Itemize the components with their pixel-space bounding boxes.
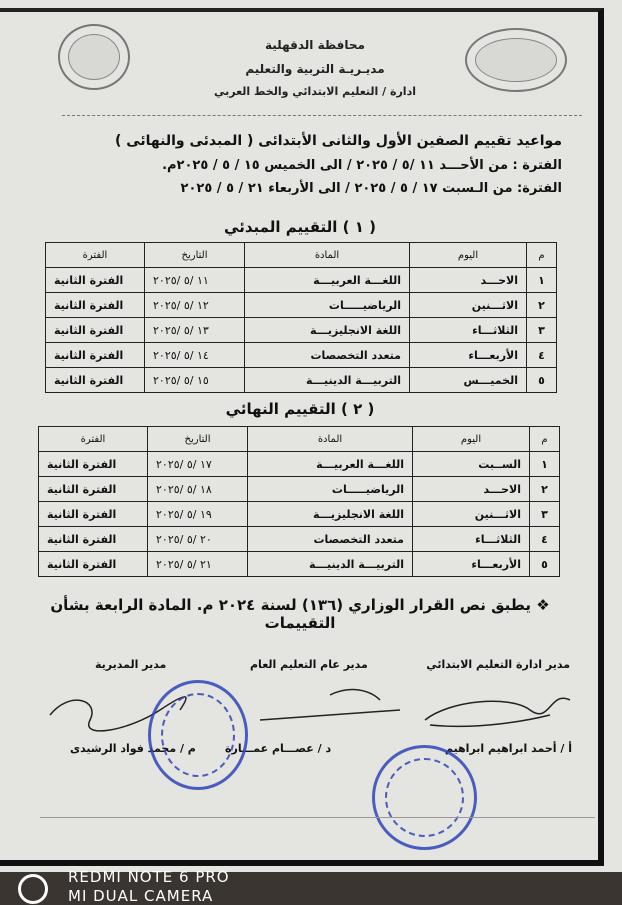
signature-name-2: د / عصـــام عمـــارة: [225, 742, 332, 755]
cell: اللغـــة العربيـــة: [248, 452, 413, 477]
cell: ٤: [527, 343, 557, 368]
governorate: محافظة الدقهلية: [265, 38, 365, 52]
cell: التربيـــة الدينيـــة: [245, 368, 410, 393]
directorate-logo: [58, 24, 130, 90]
cell: اللغة الانجليزيـــة: [245, 318, 410, 343]
cell: الفترة الثانية: [46, 318, 145, 343]
table-row: [39, 477, 560, 502]
cell: اللغة الانجليزيـــة: [248, 502, 413, 527]
header-row: [39, 427, 560, 452]
signature-role-2: مدير عام التعليم العام: [250, 658, 368, 671]
table-row: [46, 293, 557, 318]
cell: الرياضيـــــات: [245, 293, 410, 318]
handwritten-signatures: [30, 680, 590, 740]
official-stamp-right: [372, 745, 477, 850]
cell: الخميـــس: [410, 368, 527, 393]
table-row: [39, 502, 560, 527]
column-header: الفترة: [46, 243, 145, 268]
cell: ٥: [527, 368, 557, 393]
initial-assessment-table: [45, 242, 557, 393]
table2-title: ( ٢ ) التقييم النهائي: [225, 400, 375, 418]
header-row: [46, 243, 557, 268]
column-header: اليوم: [413, 427, 530, 452]
cell: ٣: [527, 318, 557, 343]
cell: ٣: [530, 502, 560, 527]
cell: ١٥ /٥ /٢٠٢٥: [145, 368, 245, 393]
cell: ٢: [530, 477, 560, 502]
cell: الثلاثـــاء: [410, 318, 527, 343]
cell: الثلاثـــاء: [413, 527, 530, 552]
column-header: التاريخ: [148, 427, 248, 452]
cell: الاحـــد: [413, 477, 530, 502]
cell: الفترة الثانية: [46, 343, 145, 368]
camera-watermark-line2: MI DUAL CAMERA: [68, 887, 214, 905]
cell: الأربعـــاء: [410, 343, 527, 368]
period-2: الفترة: من الـسبت ١٧ / ٥ / ٢٠٢٥ / الى الأربعاء ٢١ / ٥ / ٢٠٢٥: [180, 181, 562, 196]
cell: الفترة الثانية: [39, 502, 148, 527]
directorate: مديـريـة التربية والتعليم: [245, 62, 385, 76]
cell: الفترة الثانية: [46, 293, 145, 318]
signature-role-1: مدير ادارة التعليم الابتدائي: [426, 658, 570, 671]
table-row: [39, 452, 560, 477]
cell: التربيـــة الدينيـــة: [248, 552, 413, 577]
ministry-logo: [465, 28, 567, 92]
period-1: الفترة : من الأحـــد ١١ /٥ / ٢٠٢٥ / الى الخميس ١٥ / ٥ / ٢٠٢٥م.: [162, 158, 562, 173]
final-assessment-table: [38, 426, 560, 577]
cell: الأربعـــاء: [413, 552, 530, 577]
cell: ١٣ /٥ /٢٠٢٥: [145, 318, 245, 343]
ministerial-decree-note: ❖ يطبق نص القرار الوزاري (١٣٦) لسنة ٢٠٢٤ م. المادة الرابعة بشأن التقييمات: [50, 596, 550, 632]
cell: الاثـــنين: [413, 502, 530, 527]
table-row: [46, 368, 557, 393]
department: ادارة / التعليم الابتدائي والخط العربي: [213, 85, 416, 98]
cell: ١٧ /٥ /٢٠٢٥: [148, 452, 248, 477]
cell: الاحـــد: [410, 268, 527, 293]
table-row: [39, 552, 560, 577]
table1-title: ( ١ ) التقييم المبدئي: [224, 218, 376, 236]
cell: الفترة الثانية: [46, 268, 145, 293]
cell: الفترة الثانية: [39, 477, 148, 502]
document-title: مواعيد تقييم الصفين الأول والثانى الأبتدائى ( المبدئى والنهائى ): [114, 133, 562, 149]
cell: ١٤ /٥ /٢٠٢٥: [145, 343, 245, 368]
cell: ٤: [530, 527, 560, 552]
table-row: [39, 527, 560, 552]
cell: ٢: [527, 293, 557, 318]
signature-name-3: م / محمد فواد الرشيدى: [70, 742, 196, 755]
cell: ١٢ /٥ /٢٠٢٥: [145, 293, 245, 318]
cell: اللغـــة العربيـــة: [245, 268, 410, 293]
cell: ١٨ /٥ /٢٠٢٥: [148, 477, 248, 502]
cell: الرياضيـــــات: [248, 477, 413, 502]
cell: ٢١ /٥ /٢٠٢٥: [148, 552, 248, 577]
cell: الفترة الثانية: [39, 452, 148, 477]
signature-name-1: أ / أحمد ابراهيم ابراهيم: [444, 742, 572, 755]
table-row: [46, 343, 557, 368]
cell: ٢٠ /٥ /٢٠٢٥: [148, 527, 248, 552]
cell: ١١ /٥ /٢٠٢٥: [145, 268, 245, 293]
cell: ١: [530, 452, 560, 477]
column-header: المادة: [248, 427, 413, 452]
cell: ١: [527, 268, 557, 293]
column-header: اليوم: [410, 243, 527, 268]
column-header: التاريخ: [145, 243, 245, 268]
cell: متعدد التخصصات: [248, 527, 413, 552]
cell: الفترة الثانية: [46, 368, 145, 393]
table-row: [46, 318, 557, 343]
column-header: المادة: [245, 243, 410, 268]
cell: الفترة الثانية: [39, 552, 148, 577]
cell: متعدد التخصصات: [245, 343, 410, 368]
column-header: م: [530, 427, 560, 452]
divider: [62, 115, 582, 116]
cell: الســبت: [413, 452, 530, 477]
official-stamp-left: [148, 680, 248, 790]
cell: الفترة الثانية: [39, 527, 148, 552]
signature-role-3: مدير المديرية: [95, 658, 167, 671]
camera-watermark-line1: REDMI NOTE 6 PRO: [68, 868, 230, 886]
column-header: م: [527, 243, 557, 268]
table-row: [46, 268, 557, 293]
cell: ٥: [530, 552, 560, 577]
cell: ١٩ /٥ /٢٠٢٥: [148, 502, 248, 527]
column-header: الفترة: [39, 427, 148, 452]
footer-line: [40, 817, 595, 818]
cell: الاثـــنين: [410, 293, 527, 318]
